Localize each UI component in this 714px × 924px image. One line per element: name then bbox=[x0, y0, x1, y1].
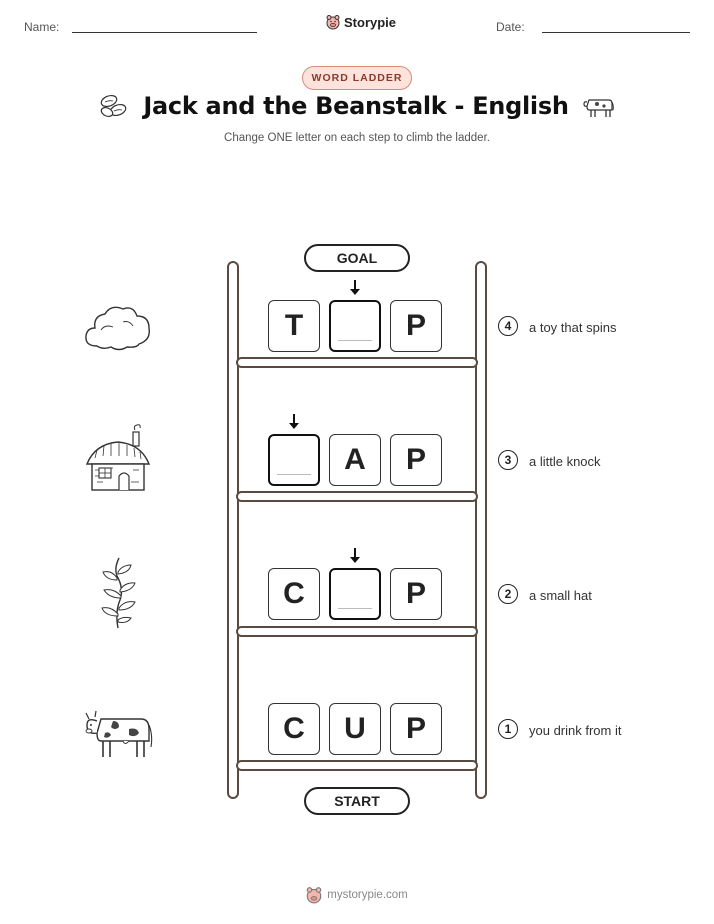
step-number: 1 bbox=[498, 719, 518, 739]
write-line bbox=[277, 474, 311, 475]
down-arrow-icon bbox=[349, 280, 361, 301]
name-label: Name: bbox=[24, 20, 60, 34]
goal-label: GOAL bbox=[304, 244, 410, 272]
ladder-rung bbox=[237, 627, 477, 636]
step-number: 2 bbox=[498, 584, 518, 604]
clue-text: you drink from it bbox=[529, 723, 622, 738]
blank-letter-box[interactable] bbox=[329, 300, 381, 352]
step-number: 3 bbox=[498, 450, 518, 470]
ladder-right-rail bbox=[476, 262, 486, 798]
letter-box: P bbox=[390, 434, 442, 486]
down-arrow-icon bbox=[288, 414, 300, 435]
pig-logo-icon bbox=[306, 886, 322, 904]
step-number: 4 bbox=[498, 316, 518, 336]
clue-text: a toy that spins bbox=[529, 320, 617, 335]
clue-text: a little knock bbox=[529, 454, 601, 469]
cloud-icon bbox=[83, 300, 153, 359]
cottage-icon bbox=[83, 424, 153, 499]
brand-name: Storypie bbox=[344, 14, 397, 30]
blank-letter-box[interactable] bbox=[268, 434, 320, 486]
letter-box: P bbox=[390, 568, 442, 620]
letter-box: T bbox=[268, 300, 320, 352]
footer bbox=[0, 886, 714, 904]
ladder-rung bbox=[237, 358, 477, 367]
ladder-left-rail bbox=[228, 262, 238, 798]
letter-box: P bbox=[390, 300, 442, 352]
ladder-rung bbox=[237, 761, 477, 770]
worksheet-title: Jack and the Beanstalk - English bbox=[143, 92, 569, 120]
letter-box: C bbox=[268, 568, 320, 620]
write-line bbox=[338, 340, 372, 341]
beanstalk-icon bbox=[93, 556, 143, 635]
blank-letter-box[interactable] bbox=[329, 568, 381, 620]
ladder-rung bbox=[237, 492, 477, 501]
word-ladder-badge: WORD LADDER bbox=[302, 66, 413, 90]
letter-box: P bbox=[390, 703, 442, 755]
write-line bbox=[338, 608, 372, 609]
footer-url[interactable]: mystorypie.com bbox=[327, 889, 408, 901]
start-label: START bbox=[304, 787, 410, 815]
letter-box: A bbox=[329, 434, 381, 486]
letter-box: U bbox=[329, 703, 381, 755]
clue-text: a small hat bbox=[529, 588, 592, 603]
down-arrow-icon bbox=[349, 548, 361, 569]
instructions: Change ONE letter on each step to climb the ladder. bbox=[224, 132, 490, 144]
date-label: Date: bbox=[496, 20, 525, 34]
letter-box: C bbox=[268, 703, 320, 755]
cow-icon bbox=[83, 703, 153, 766]
